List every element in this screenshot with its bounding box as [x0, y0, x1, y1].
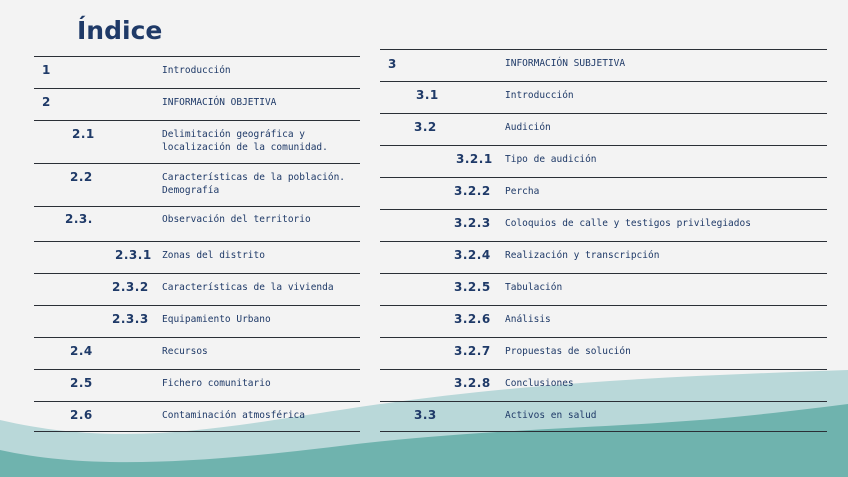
toc-title-line: Características de la población. [162, 172, 346, 183]
toc-section-title [505, 377, 574, 390]
toc-section-title [162, 409, 305, 422]
toc-section-title [162, 64, 231, 77]
toc-section-title [162, 249, 265, 262]
toc-title-line: Introducción [505, 90, 574, 101]
toc-row-2-3 [34, 206, 360, 241]
toc-row-1 [34, 56, 360, 88]
toc-section-title [162, 171, 345, 197]
toc-row-2-3-1 [34, 241, 360, 273]
toc-row-2-2 [34, 163, 360, 206]
toc-left-column [34, 56, 360, 432]
toc-section-number: 3.2 [414, 120, 437, 134]
toc-section-number: 1 [42, 63, 51, 77]
toc-section-number: 3.2.7 [454, 344, 491, 358]
toc-section-title [505, 249, 659, 262]
toc-section-number: 2 [42, 95, 51, 109]
toc-section-title [505, 217, 751, 230]
toc-title-line: Características de la vivienda [162, 282, 334, 293]
toc-section-number: 3.2.4 [454, 248, 491, 262]
toc-title-line: INFORMACIÓN OBJETIVA [162, 97, 277, 108]
toc-row-3 [380, 49, 827, 81]
toc-row-3-2-7 [380, 337, 827, 369]
toc-title-line: Tipo de audición [505, 154, 597, 165]
toc-section-number: 3.2.2 [454, 184, 491, 198]
toc-section-title [505, 57, 625, 70]
toc-title-line: Propuestas de solución [505, 346, 631, 357]
page-title: Índice [77, 16, 163, 45]
toc-title-line: Delimitación geográfica y [162, 129, 305, 140]
toc-section-number: 2.5 [70, 376, 93, 390]
toc-row-2-3-2 [34, 273, 360, 305]
toc-title-line: INFORMACIÓN SUBJETIVA [505, 58, 626, 69]
toc-title-line: Conclusiones [505, 378, 574, 389]
toc-section-number: 3.2.8 [454, 376, 491, 390]
toc-section-title [505, 409, 597, 422]
toc-row-2-5 [34, 369, 360, 401]
toc-section-title [162, 128, 328, 154]
toc-title-line: localización de la comunidad. [162, 142, 328, 153]
toc-title-line: Percha [505, 186, 540, 197]
toc-title-line: Recursos [162, 346, 208, 357]
toc-section-number: 2.3.2 [112, 280, 149, 294]
toc-row-3-2-1 [380, 145, 827, 177]
toc-title-line: Activos en salud [505, 410, 597, 421]
toc-section-number: 2.3.3 [112, 312, 149, 326]
toc-title-line: Realización y transcripción [505, 250, 660, 261]
toc-section-title [162, 345, 208, 358]
toc-title-line: Demografía [162, 185, 220, 196]
toc-section-title [162, 96, 276, 109]
toc-title-line: Tabulación [505, 282, 563, 293]
toc-row-2-1 [34, 120, 360, 163]
toc-section-number: 2.3.1 [115, 248, 152, 262]
toc-section-number: 3.2.3 [454, 216, 491, 230]
toc-title-line: Introducción [162, 65, 231, 76]
toc-section-title [505, 185, 539, 198]
toc-row-3-2-6 [380, 305, 827, 337]
toc-row-3-2-5 [380, 273, 827, 305]
toc-row-3-3 [380, 401, 827, 432]
toc-section-number: 2.2 [70, 170, 93, 184]
toc-row-2-3-3 [34, 305, 360, 337]
toc-section-title [505, 345, 631, 358]
toc-right-column [380, 49, 827, 432]
toc-title-line: Análisis [505, 314, 551, 325]
toc-title-line: Zonas del distrito [162, 250, 265, 261]
toc-row-3-2-8 [380, 369, 827, 401]
toc-title-line: Equipamiento Urbano [162, 314, 271, 325]
toc-section-title [505, 89, 574, 102]
toc-title-line: Observación del territorio [162, 214, 311, 225]
toc-section-title [162, 313, 271, 326]
toc-row-2-6 [34, 401, 360, 432]
toc-row-3-2-2 [380, 177, 827, 209]
toc-row-3-2-4 [380, 241, 827, 273]
toc-row-2 [34, 88, 360, 120]
toc-section-number: 3 [388, 57, 397, 71]
toc-row-3-1 [380, 81, 827, 113]
toc-section-title [162, 213, 311, 226]
toc-row-3-2-3 [380, 209, 827, 241]
toc-section-number: 2.1 [72, 127, 95, 141]
toc-title-line: Contaminación atmosférica [162, 410, 305, 421]
toc-section-title [162, 281, 334, 294]
toc-section-title [162, 377, 271, 390]
toc-title-line: Audición [505, 122, 551, 133]
toc-row-3-2 [380, 113, 827, 145]
toc-section-number: 2.4 [70, 344, 93, 358]
toc-section-title [505, 153, 597, 166]
toc-section-number: 3.2.1 [456, 152, 493, 166]
toc-section-number: 3.2.6 [454, 312, 491, 326]
toc-title-line: Fichero comunitario [162, 378, 271, 389]
toc-section-title [505, 281, 562, 294]
toc-section-title [505, 121, 551, 134]
toc-section-title [505, 313, 551, 326]
toc-section-number: 2.6 [70, 408, 93, 422]
toc-section-number: 2.3. [65, 212, 93, 226]
toc-title-line: Coloquios de calle y testigos privilegiados [505, 218, 751, 229]
toc-row-2-4 [34, 337, 360, 369]
toc-section-number: 3.3 [414, 408, 437, 422]
toc-section-number: 3.2.5 [454, 280, 491, 294]
toc-section-number: 3.1 [416, 88, 439, 102]
